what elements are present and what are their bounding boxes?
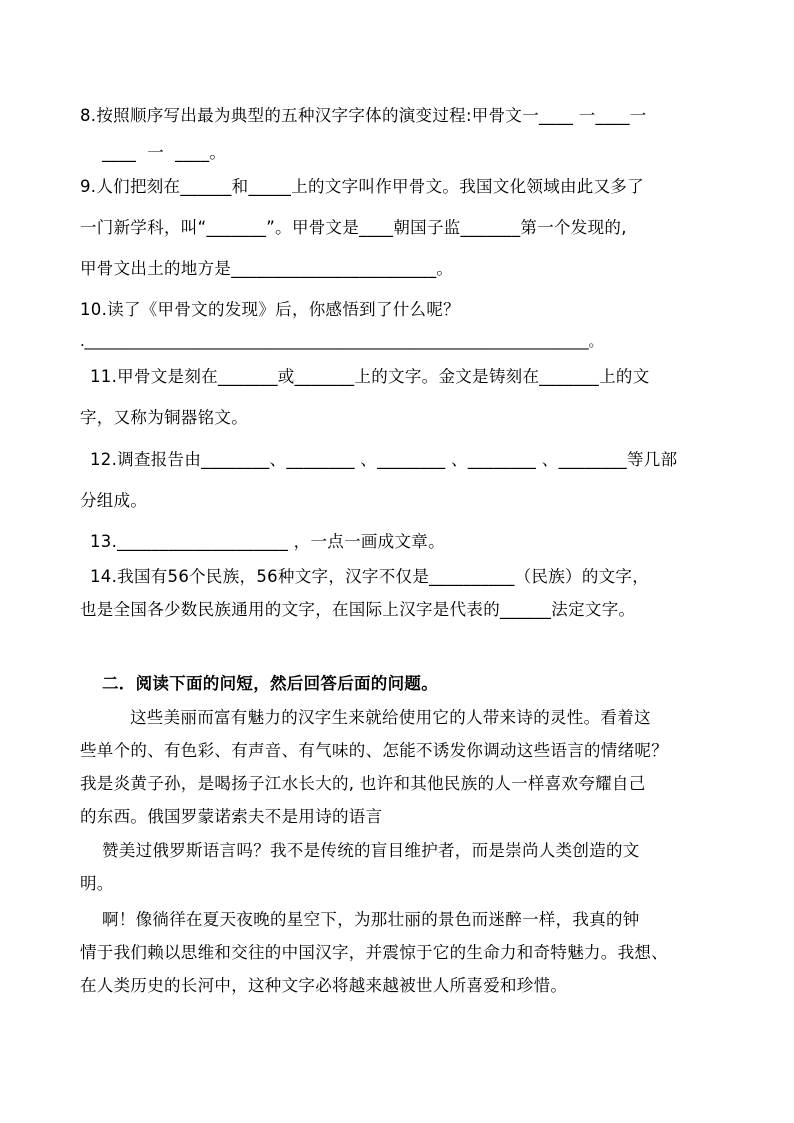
question-9-line-3: 甲骨文出土的地方是________________________。 <box>80 259 454 278</box>
question-12-line-1: 12.调查报告由________、________ 、________ 、________ 、________等几部 <box>90 450 678 469</box>
question-14-line-1: 14.我国有56个民族，56种文字，汉字不仅是__________（民族）的文字， <box>90 567 650 586</box>
question-14-line-2: 也是全国各少数民族通用的文字，在国际上汉字是代表的______法定文字。 <box>80 600 636 619</box>
question-10-answer-line: .______________________________________________________________________。 <box>80 332 604 350</box>
question-8-line-1: 8.按照顺序写出最为典型的五种汉字字体的演变过程:甲骨文一____ 一____一 <box>80 106 647 125</box>
passage-p2-line-1: 赞美过俄罗斯语言吗？我不是传统的盲目维护者，而是崇尚人类创造的文 <box>102 841 640 860</box>
question-11-line-1: 11.甲骨文是刻在_______或_______上的文字。金文是铸刻在_______上的文 <box>90 367 650 386</box>
passage-p1-line-3: 我是炎黄子孙，是喝扬子江水长大的, 也许和其他民族的人一样喜欢夸耀自己 <box>80 774 646 793</box>
question-11-line-2: 字，又称为铜器铭文。 <box>80 408 248 427</box>
passage-p3-line-1: 啊！像徜徉在夏天夜晚的星空下，为那壮丽的景色而迷醉一样，我真的钟 <box>102 910 640 929</box>
question-9-line-2: 一门新学科，叫“_______”。甲骨文是____朝国子监_______第一个发现的, <box>80 218 627 237</box>
question-13-line-1: 13.____________________ ，一点一画成文章。 <box>90 532 445 551</box>
passage-p1-line-1: 这些美丽而富有魅力的汉字生来就给使用它的人带来诗的灵性。看着这 <box>130 708 651 727</box>
question-9-line-1: 9.人们把刻在______和_____上的文字叫作甲骨文。我国文化领域由此又多了 <box>80 177 644 196</box>
question-8-line-2: ____ 一 ____。 <box>102 143 227 162</box>
passage-p2-line-2: 明。 <box>80 874 114 893</box>
passage-p3-line-3: 在人类历史的长河中，这种文字必将越来越被世人所喜爱和珍惜。 <box>80 976 568 995</box>
question-10-line-1: 10.读了《甲骨文的发现》后，你感悟到了什么呢？ <box>80 300 460 319</box>
passage-p3-line-2: 情于我们赖以思维和交往的中国汉字，并震惊于它的生命力和奇特魅力。我想、 <box>80 943 668 962</box>
question-12-line-2: 分组成。 <box>80 491 148 510</box>
passage-p1-line-4: 的东西。俄国罗蒙诺索夫不是用诗的语言 <box>80 807 383 826</box>
passage-p1-line-2: 些单个的、有色彩、有声音、有气味的、怎能不诱发你调动这些语言的情绪呢？ <box>80 741 668 760</box>
section-2-heading: 二．阅读下面的问短，然后回答后面的问题。 <box>102 674 438 693</box>
